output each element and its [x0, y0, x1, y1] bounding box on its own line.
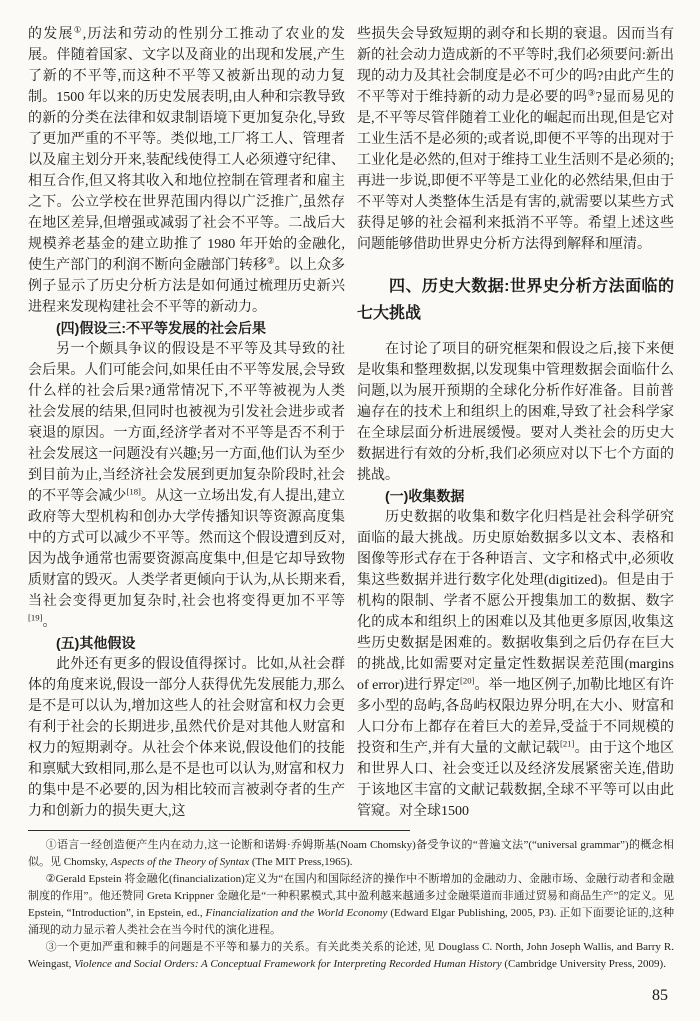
section-heading: 四、历史大数据:世界史分析方法面临的七大挑战 [357, 278, 674, 322]
right-column [357, 24, 674, 822]
subsection-heading-1: (一)收集数据 [385, 488, 465, 504]
footnotes-section [28, 837, 674, 973]
body-paragraph: 些损失会导致短期的剥夺和长期的衰退。因而当有新的社会动力造成新的不平等时,我们必须要问:新出现的动力及其社会制度是必不可少的吗?由此产生的不平等对于维持新的动力是必要的吗③?显而易见的是,不平等尽管伴随着工业化的崛起而出现,但是它对工业生活不是必须的;或者说,即便不平等的出现对于工业化是必然的,但对于维持工业生活则不是必须的;再进一步说,即便不平等是工业化的必然结果,但由于不平等对人类整体生活是有害的,就需要以某些方式获得足够的社会福利来抵消不平等。希望上述这些问题能够借助世界史分析方法得到解释和厘清。 [357, 27, 674, 252]
body-paragraph: 另一个颇具争议的假设是不平等及其导致的社会后果。人们可能会问,如果任由不平等发展,会导致什么样的社会后果?通常情况下,不平等被视为人类社会发展的结果,但同时也被视为引发社会进步或者衰退的原因。一方面,经济学者对不平等是否不利于社会发展这一问题没有兴趣;另一方面,他们认为至少到目前为止,当经济社会发展到更加复杂阶段时,社会的不平等会减少[18]。从这一立场出发,有人提出,建立政府等大型机构和创办大学传播知识等资源高度集中的方式可以减少不平等。然而这个假设遭到反对,因为战争通常也需要资源高度集中,但是它却导致物质财富的毁灭。人类学者更倾向于认为,从长期来看,当社会变得更加复杂时,社会也将变得更加不平等[19]。 [28, 342, 346, 630]
subsection-heading-4: (四)假设三:不平等发展的社会后果 [56, 320, 266, 336]
subsection-heading-5: (五)其他假设 [56, 635, 136, 651]
footnote-1: ①语言一经创造便产生内在动力,这一论断和诺姆·乔姆斯基(Noam Chomsky)备受争议的“普遍文法”(“universal grammar”)的概念相似。见 Chomsky, Aspects of the Theory of Syntax (The MIT Press,1965). [28, 839, 674, 868]
two-column-body [28, 24, 674, 822]
body-paragraph: 在讨论了项目的研究框架和假设之后,接下来便是收集和整理数据,以发现集中管理数据会面临什么问题,以为展开预期的全球化分析作好准备。目前普遍存在的技术上和组织上的困难,导致了社会科学家在全球层面分析进展缓慢。要对人类社会的历史大数据进行有效的分析,我们必须应对以下七个方面的挑战。 [357, 342, 674, 483]
footnote-divider [28, 830, 410, 831]
left-column [28, 24, 345, 822]
body-paragraph: 历史数据的收集和数字化归档是社会科学研究面临的最大挑战。历史原始数据多以文本、表格和图像等形式存在于各种语言、文字和格式中,必须收集这些数据并进行数字化处理(digitized)。但是由于机构的限制、学者不愿公开搜集加工的数据、数字化的成本和组织上的困难以及其他更多原因,收集这些历史数据是困难的。数据收集到之后仍存在巨大的挑战,比如需要对定量定性数据误差范围(margins of error)进行界定[20]。举一地区例子,加勒比地区有许多小型的岛屿,各岛屿权限边界分明,在大小、财富和人口分布上都存在着巨大的差异,受益于不同规模的投资和生产,并有大量的文献记载[21]。由于这个地区和世界人口、社会变迁以及经济发展紧密关连,借助于该地区丰富的文献记载数据,全球不平等可以由此管窥。对全球1500 [357, 510, 675, 819]
footnote-3: ③一个更加严重和棘手的问题是不平等和暴力的关系。有关此类关系的论述, 见 Douglass C. North, John Joseph Wallis, and Barry R. Weingast, Violence and Social Orders: A Conceptual Framework for Interpreting Recorded Human History (Cambridge University Press, 2009). [28, 941, 674, 970]
body-paragraph: 的发展①,历法和劳动的性别分工推动了农业的发展。伴随着国家、文字以及商业的出现和发展,产生了新的不平等,而这种不平等又被新出现的动力复制。1500 年以来的历史发展表明,由人种和宗教导致的新的分类在法律和奴隶制语境下更加复杂化,导致了更加严重的不平等。类似地,工厂将工人、管理者以及雇主划分开来,装配线使得工人必须遵守纪律、相互合作,但又将其收入和地位控制在管理者和雇主之下。公立学校在世界范围内得以广泛推广,虽然存在地区差异,但增强或减弱了社会不平等。二战后大规模养老基金的建立助推了 1980 年开始的金融化,使生产部门的利润不断向金融部门转移②。以上众多例子显示了历史分析方法是如何通过梳理历史新兴进程来发现构建社会不平等的新动力。 [28, 24, 346, 315]
footnote-2: ②Gerald Epstein 将金融化(financialization)定义为“在国内和国际经济的操作中不断增加的金融动力、金融市场、金融行动者和金融制度的作用”。他还赞同 Greta Krippner 金融化是“一种积累模式,其中盈利越来越通多过金融渠道而非通过贸易和商品生产”的定义。见 Epstein, “Introduction”, in Epstein, ed., Financialization and the World Economy (Edward Elgar Publishing, 2005, P3). 正如下面要论证的,这种涌现的动力显示着人类社会在当今时代的演化进程。 [28, 873, 674, 936]
body-paragraph: 此外还有更多的假设值得探讨。比如,从社会群体的角度来说,假设一部分人获得优先发展能力,那么是不是可以认为,增加这些人的社会财富和权力会更有利于社会的长期进步,虽然代价是对其他人财富和权力的短期剥夺。从社会个体来说,假设他们的技能和禀赋大致相同,那么是不是也可以认为,财富和权力的集中是不必要的,因为相比较而言被剥夺者的生产力和创新力的损失更大,这 [28, 657, 345, 819]
page-number: 85 [652, 987, 668, 1004]
